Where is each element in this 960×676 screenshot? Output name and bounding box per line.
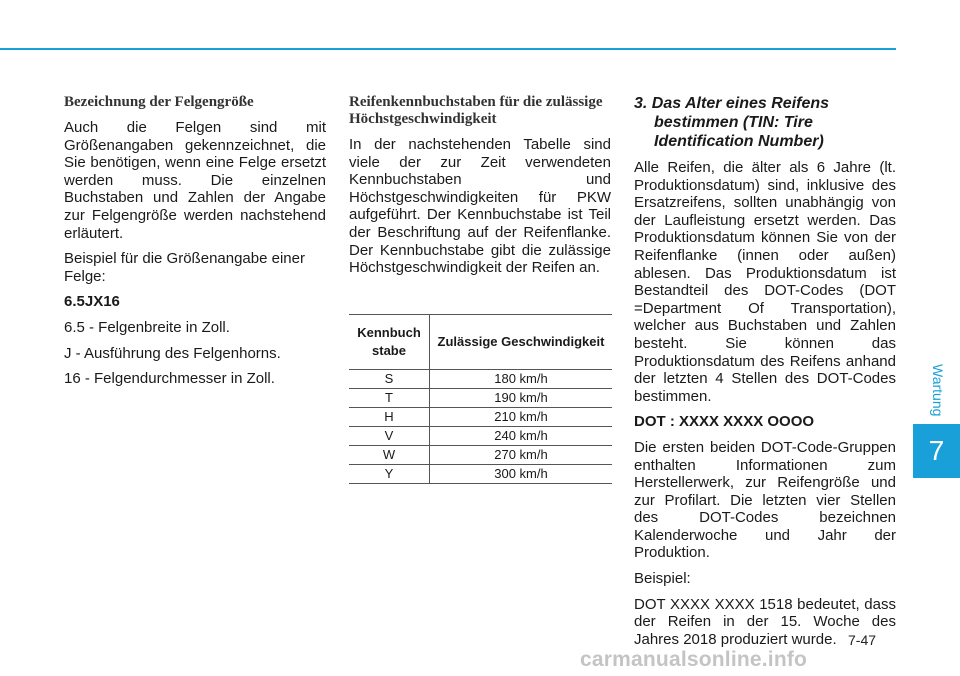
speed-symbol: S [349,370,430,389]
header-symbol: Kennbuch stabe [349,315,430,370]
speed-symbol: H [349,408,430,427]
page-number: 7-47 [848,632,877,648]
table-row [349,389,612,408]
rim-size-line-flange: J - Ausführung des Felgenhorns. [64,344,281,362]
speed-table [349,314,612,484]
rim-size-intro: Auch die Felgen sind mit Größenangaben gekennzeichnet, die Sie benötigen, wenn eine Felge ersetzt werden muss. Die einzelnen Buchstaben und Zahlen der Angabe zur Felgengröße werden nachstehend erläutert. [64,119,326,242]
chapter-label: Wartung [930,363,946,417]
speed-intro: In der nachstehenden Tabelle sind viele der zur Zeit verwendeten Kennbuchstaben und Höchstgeschwindigkeiten für PKW aufgeführt. Der Kennbuchstabe ist Teil der Beschriftung auf der Reifenflanke. Der Kennbuchstabe gibt die zulässige Höchstgeschwindigkeit der Reifen an. [349,136,611,277]
example-label: Beispiel: [634,570,691,588]
column-tire-age [634,94,896,656]
table-row [349,408,612,427]
speed-symbol: Y [349,465,430,484]
table-row [349,370,612,389]
speed-heading: Reifenkennbuchstaben für die zulässige Höchstgeschwindigkeit [349,94,603,127]
speed-value: 270 km/h [430,446,613,465]
table-row [349,446,612,465]
tire-age-heading: 3. Das Alter eines Reifens bestimmen (TIN: Tire Identification Number) [634,95,830,150]
table-row [349,427,612,446]
chapter-tab[interactable]: 7 [913,424,960,478]
dot-code-format: DOT : XXXX XXXX OOOO [634,413,815,431]
watermark: carmanualsonline.info [580,648,808,671]
speed-value: 210 km/h [430,408,613,427]
speed-symbol: T [349,389,430,408]
column-speed-symbols [349,94,611,285]
speed-symbol: W [349,446,430,465]
speed-value: 180 km/h [430,370,613,389]
table-row [349,465,612,484]
speed-value: 240 km/h [430,427,613,446]
rim-size-line-diameter: 16 - Felgendurchmesser in Zoll. [64,370,275,388]
dot-code-explanation: Die ersten beiden DOT-Code-Gruppen enthalten Informationen zum Herstellerwerk, zur Reifengröße und zur Profilart. Die letzten vier Stellen des DOT-Codes bezeichnen Kalenderwoche und Jahr der Produktion. [634,438,896,562]
column-rim-size [64,94,326,396]
tire-age-intro: Alle Reifen, die älter als 6 Jahre (lt. Produktionsdatum) sind, inklusive des Ersatzreifens, sollten unabhängig von der Laufleistung ersetzt werden. Das Produktionsdatum können Sie von der Reifenflanke (innen oder außen) ablesen. Das Produktionsdatum ist Bestandteil des DOT-Codes (DOT =Department Of Transportation), welcher aus Buchstaben und Zahlen besteht. Sie können das Produktionsdatum des Reifens anhand der letzten 4 Stellen des DOT-Codes bestimmen. [634,159,896,405]
rim-size-example-intro: Beispiel für die Größenangabe einer Felge: [64,250,305,285]
speed-table-header [349,315,612,370]
speed-value: 300 km/h [430,465,613,484]
dot-code-example: DOT XXXX XXXX 1518 bedeutet, dass der Reifen in der 15. Woche des Jahres 2018 produziert wurde. [634,595,896,648]
header-speed: Zulässige Geschwindigkeit [430,315,613,370]
rim-size-example: 6.5JX16 [64,293,120,311]
rim-size-heading: Bezeichnung der Felgengröße [64,94,254,110]
speed-symbol: V [349,427,430,446]
header-rule [0,48,896,50]
speed-value: 190 km/h [430,389,613,408]
rim-size-line-width: 6.5 - Felgenbreite in Zoll. [64,318,230,336]
